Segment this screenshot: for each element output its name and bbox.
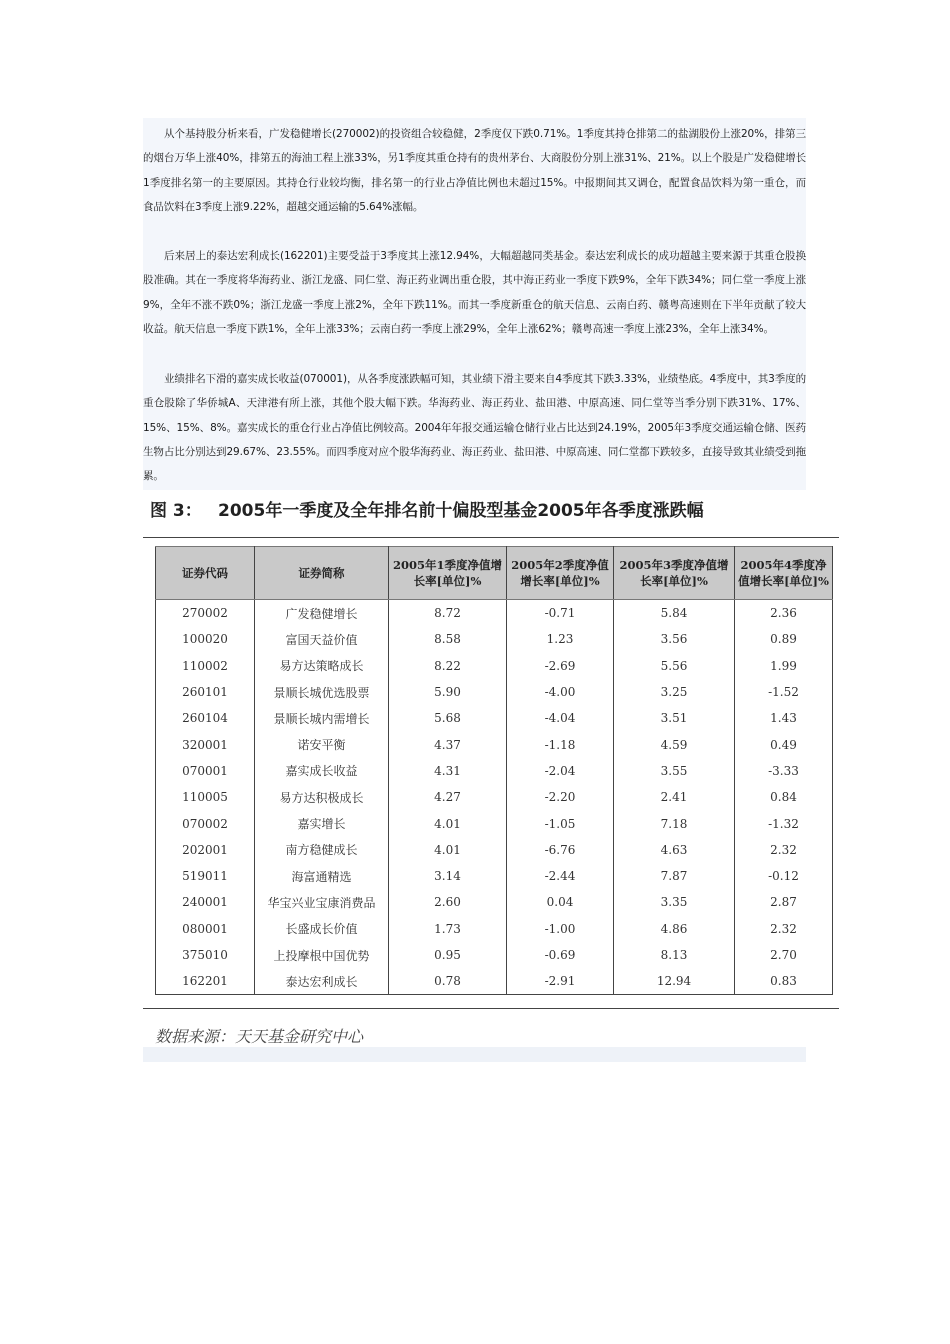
cell-code: 519011 — [156, 863, 255, 889]
cell-q4: 2.32 — [735, 916, 833, 942]
cell-q3: 7.87 — [614, 863, 735, 889]
cell-q4: -1.32 — [735, 810, 833, 836]
table-row — [156, 968, 833, 995]
header-q4: 2005年4季度净值增长率[单位]% — [735, 547, 833, 600]
table-row — [156, 942, 833, 968]
cell-q3: 2.41 — [614, 784, 735, 810]
table-row — [156, 889, 833, 915]
cell-q1: 8.72 — [389, 600, 507, 627]
table-row — [156, 653, 833, 679]
table-row — [156, 626, 833, 652]
header-name: 证券简称 — [255, 547, 389, 600]
cell-q2: -2.44 — [507, 863, 614, 889]
cell-q2: -2.91 — [507, 968, 614, 995]
cell-q4: 0.89 — [735, 626, 833, 652]
cell-code: 240001 — [156, 889, 255, 915]
cell-name: 易方达策略成长 — [255, 653, 389, 679]
cell-q4: -1.52 — [735, 679, 833, 705]
cell-code: 100020 — [156, 626, 255, 652]
cell-q4: 0.49 — [735, 731, 833, 757]
cell-q1: 3.14 — [389, 863, 507, 889]
cell-q1: 4.31 — [389, 758, 507, 784]
cell-q4: 2.36 — [735, 600, 833, 627]
cell-q1: 4.01 — [389, 810, 507, 836]
cell-code: 320001 — [156, 731, 255, 757]
cell-q1: 4.27 — [389, 784, 507, 810]
cell-code: 070002 — [156, 810, 255, 836]
cell-q3: 3.55 — [614, 758, 735, 784]
cell-q2: -1.05 — [507, 810, 614, 836]
cell-name: 广发稳健增长 — [255, 600, 389, 627]
cell-q2: -0.69 — [507, 942, 614, 968]
paragraph-jiashi: 业绩排名下滑的嘉实成长收益(070001)，从各季度涨跌幅可知，其业绩下滑主要来自4季度其下跌3.33%，业绩垫底。4季度中，其3季度的重仓股除了华侨城A、天津港有所上涨，其他个股大幅下跌。华海药业、海正药业、盐田港、中原高速、同仁堂等当季分别下跌31%、17%、15%、15%、8%。嘉实成长的重仓行业占净值比例较高。2004年年报交通运输仓储行业占比达到24.19%，2005年3季度交通运输仓储、医药生物占比分别达到29.67%、23.55%。而四季度对应个股华海药业、海正药业、盐田港、中原高速、同仁堂都下跌较多，直接导致其业绩受到拖累。 — [143, 373, 806, 483]
cell-q2: -1.18 — [507, 731, 614, 757]
paragraph-taida: 后来居上的泰达宏利成长(162201)主要受益于3季度其上涨12.94%，大幅超越同类基金。泰达宏利成长的成功超越主要来源于其重仓股换股准确。其在一季度将华海药业、浙江龙盛、同仁堂、海正药业调出重仓股，其中海正药业一季度下跌9%，全年下跌34%；同仁堂一季度上涨9%，全年不涨不跌0%；浙江龙盛一季度上涨2%，全年下跌11%。而其一季度新重仓的航天信息、云南白药、赣粤高速则在下半年贡献了较大收益。航天信息一季度下跌1%，全年上涨33%；云南白药一季度上涨29%，全年上涨62%；赣粤高速一季度上涨23%，全年上涨34%。 — [143, 250, 806, 335]
cell-q1: 4.37 — [389, 731, 507, 757]
header-q3: 2005年3季度净值增长率[单位]% — [614, 547, 735, 600]
cell-code: 080001 — [156, 916, 255, 942]
cell-q3: 4.63 — [614, 837, 735, 863]
figure-table-box — [143, 537, 839, 1009]
cell-q4: 1.43 — [735, 705, 833, 731]
cell-q3: 4.59 — [614, 731, 735, 757]
cell-name: 上投摩根中国优势 — [255, 942, 389, 968]
cell-code: 202001 — [156, 837, 255, 863]
figure-caption: 2005年一季度及全年排名前十偏股型基金2005年各季度涨跌幅 — [218, 501, 704, 521]
cell-q4: -3.33 — [735, 758, 833, 784]
cell-q4: -0.12 — [735, 863, 833, 889]
cell-code: 162201 — [156, 968, 255, 995]
cell-q2: -2.69 — [507, 653, 614, 679]
cell-q2: -4.00 — [507, 679, 614, 705]
figure-title — [150, 496, 810, 526]
cell-name: 景顺长城优选股票 — [255, 679, 389, 705]
cell-q3: 3.56 — [614, 626, 735, 652]
cell-q2: -2.04 — [507, 758, 614, 784]
cell-code: 110005 — [156, 784, 255, 810]
table-header-row — [156, 547, 833, 600]
cell-q3: 7.18 — [614, 810, 735, 836]
cell-code: 375010 — [156, 942, 255, 968]
cell-name: 诺安平衡 — [255, 731, 389, 757]
cell-name: 华宝兴业宝康消费品 — [255, 889, 389, 915]
cell-q1: 0.78 — [389, 968, 507, 995]
cell-q3: 4.86 — [614, 916, 735, 942]
table-row — [156, 810, 833, 836]
header-code: 证券代码 — [156, 547, 255, 600]
cell-q1: 4.01 — [389, 837, 507, 863]
table-row — [156, 863, 833, 889]
cell-q4: 0.83 — [735, 968, 833, 995]
cell-q2: -2.20 — [507, 784, 614, 810]
cell-name: 泰达宏利成长 — [255, 968, 389, 995]
cell-q2: -1.00 — [507, 916, 614, 942]
table-row — [156, 758, 833, 784]
figure-label: 图 3： — [150, 501, 202, 521]
cell-name: 嘉实成长收益 — [255, 758, 389, 784]
cell-q4: 2.70 — [735, 942, 833, 968]
cell-q1: 5.90 — [389, 679, 507, 705]
table-row — [156, 784, 833, 810]
cell-q1: 2.60 — [389, 889, 507, 915]
cell-code: 110002 — [156, 653, 255, 679]
cell-name: 嘉实增长 — [255, 810, 389, 836]
cell-q4: 2.32 — [735, 837, 833, 863]
cell-q3: 8.13 — [614, 942, 735, 968]
cell-q2: 0.04 — [507, 889, 614, 915]
header-q1: 2005年1季度净值增长率[单位]% — [389, 547, 507, 600]
cell-name: 易方达积极成长 — [255, 784, 389, 810]
fund-returns-table — [155, 546, 833, 995]
cell-q1: 5.68 — [389, 705, 507, 731]
cell-q1: 0.95 — [389, 942, 507, 968]
cell-name: 景顺长城内需增长 — [255, 705, 389, 731]
cell-q4: 2.87 — [735, 889, 833, 915]
table-row — [156, 837, 833, 863]
paragraph-guangfa: 从个基持股分析来看，广发稳健增长(270002)的投资组合较稳健，2季度仅下跌0.71%。1季度其持仓排第二的盐湖股份上涨20%，排第三的烟台万华上涨40%，排第五的海油工程上涨33%，另1季度其重仓持有的贵州茅台、大商股份分别上涨31%、21%。以上个股是广发稳健增长1季度排名第一的主要原因。其持仓行业较均衡，排名第一的行业占净值比例也未超过15%。中报期间其又调仓，配置食品饮料为第一重仓，而食品饮料在3季度上涨9.22%，超越交通运输的5.64%涨幅。 — [143, 128, 806, 213]
cell-name: 海富通精选 — [255, 863, 389, 889]
cell-q3: 5.84 — [614, 600, 735, 627]
cell-q3: 3.25 — [614, 679, 735, 705]
cell-q3: 3.35 — [614, 889, 735, 915]
cell-name: 长盛成长价值 — [255, 916, 389, 942]
cell-q3: 12.94 — [614, 968, 735, 995]
cell-q2: -0.71 — [507, 600, 614, 627]
cell-q4: 0.84 — [735, 784, 833, 810]
table-row — [156, 731, 833, 757]
table-row — [156, 679, 833, 705]
table-row — [156, 916, 833, 942]
table-row — [156, 705, 833, 731]
data-source-note: 数据来源：天天基金研究中心 — [155, 1027, 364, 1046]
cell-q3: 5.56 — [614, 653, 735, 679]
cell-code: 260101 — [156, 679, 255, 705]
table-row — [156, 600, 833, 627]
cell-code: 270002 — [156, 600, 255, 627]
header-q2: 2005年2季度净值增长率[单位]% — [507, 547, 614, 600]
cell-q1: 8.22 — [389, 653, 507, 679]
cell-name: 富国天益价值 — [255, 626, 389, 652]
cell-q1: 8.58 — [389, 626, 507, 652]
cell-name: 南方稳健成长 — [255, 837, 389, 863]
cell-q2: -4.04 — [507, 705, 614, 731]
cell-q2: -6.76 — [507, 837, 614, 863]
table-body — [156, 600, 833, 995]
cell-code: 260104 — [156, 705, 255, 731]
cell-q3: 3.51 — [614, 705, 735, 731]
source-panel — [143, 1047, 806, 1062]
cell-code: 070001 — [156, 758, 255, 784]
cell-q1: 1.73 — [389, 916, 507, 942]
cell-q4: 1.99 — [735, 653, 833, 679]
cell-q2: 1.23 — [507, 626, 614, 652]
